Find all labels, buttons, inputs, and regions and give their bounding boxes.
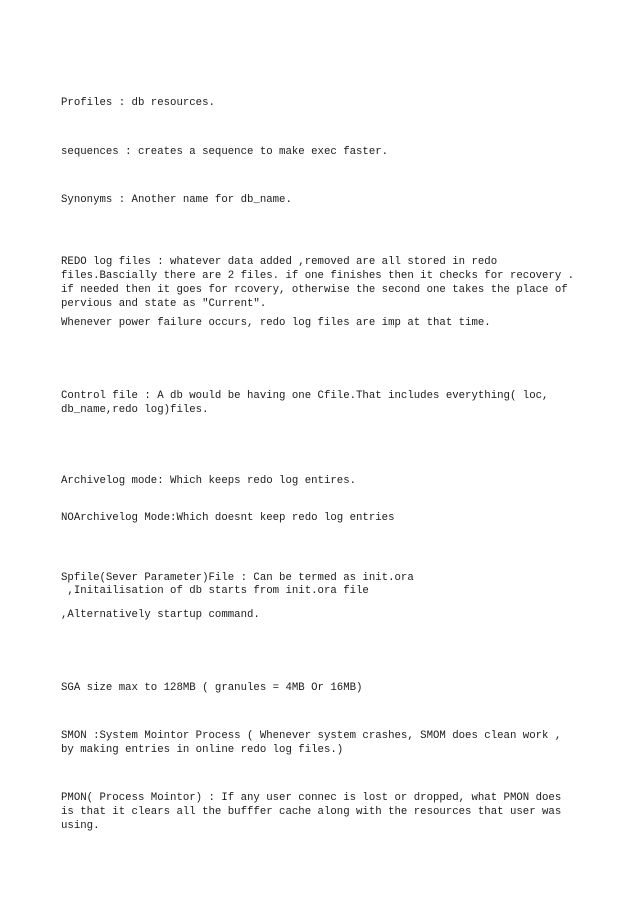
profiles-line: Profiles : db resources.: [61, 97, 215, 109]
noarchivelog-line: NOArchivelog Mode:Which doesnt keep redo log entries: [61, 512, 395, 524]
redo-line-2: files.Bascially there are 2 files. if one finishes then it checks for recovery .: [61, 270, 575, 282]
redo-line-4: pervious and state as "Current".: [61, 298, 267, 310]
power-failure-line: Whenever power failure occurs, redo log files are imp at that time.: [61, 317, 491, 329]
control-file-line-2: db_name,redo log)files.: [61, 404, 209, 416]
spfile-line-3: ,Alternatively startup command.: [61, 609, 260, 621]
redo-line-1: REDO log files : whatever data added ,removed are all stored in redo: [61, 256, 498, 268]
archivelog-line: Archivelog mode: Which keeps redo log entires.: [61, 475, 357, 487]
spfile-line-2: ,Initailisation of db starts from init.ora file: [61, 585, 369, 597]
sequences-line: sequences : creates a sequence to make exec faster.: [61, 146, 389, 158]
redo-line-3: if needed then it goes for rcovery, otherwise the second one takes the place of: [61, 284, 568, 296]
pmon-line-2: is that it clears all the bufffer cache along with the resources that user was: [61, 806, 562, 818]
pmon-line-3: using.: [61, 820, 100, 832]
smon-line-1: SMON :System Mointor Process ( Whenever system crashes, SMOM does clean work ,: [61, 730, 562, 742]
synonyms-line: Synonyms : Another name for db_name.: [61, 194, 292, 206]
spfile-line-1: Spfile(Sever Parameter)File : Can be termed as init.ora: [61, 572, 414, 584]
sga-line: SGA size max to 128MB ( granules = 4MB Or 16MB): [61, 682, 363, 694]
pmon-line-1: PMON( Process Mointor) : If any user connec is lost or dropped, what PMON does: [61, 792, 562, 804]
smon-line-2: by making entries in online redo log files.): [61, 744, 344, 756]
control-file-line-1: Control file : A db would be having one Cfile.That includes everything( loc,: [61, 390, 549, 402]
